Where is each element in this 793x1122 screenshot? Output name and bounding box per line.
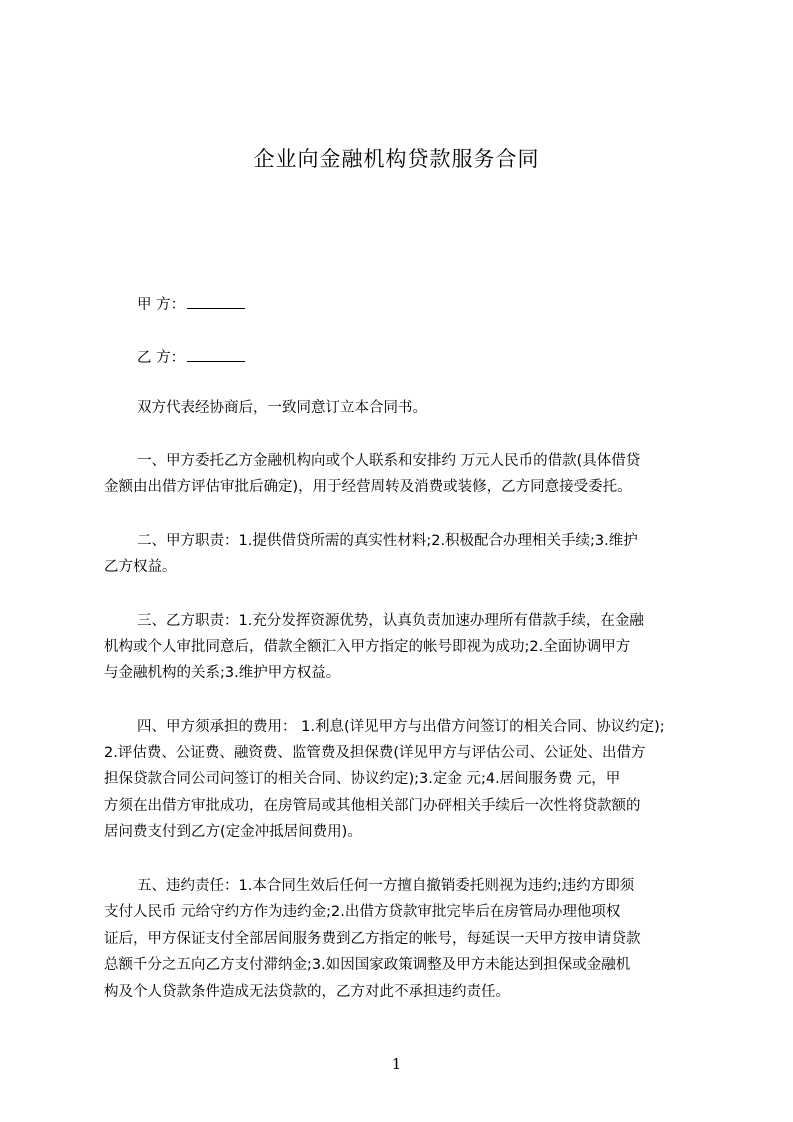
clause4-line: 2.评估费、公证费、融资费、监管费及担保费(详见甲方与评估公司、公证处、出借方: [104, 745, 646, 761]
page-number: 1: [391, 1055, 402, 1073]
clause5-line: 支付人民币 元给守约方作为违约金;2.出借方贷款审批完毕后在房管局办理他项权: [104, 904, 621, 920]
clause5-line: 总额千分之五向乙方支付滞纳金;3.如因国家政策调整及甲方未能达到担保或金融机: [104, 957, 631, 973]
clause4-line: 四、甲方须承担的费用： 1.利息(详见甲方与出借方问签订的相关合同、协议约定);: [137, 719, 665, 735]
clause2-line: 二、甲方职责：1.提供借贷所需的真实性材料;2.积极配合办理相关手续;3.维护: [137, 533, 638, 549]
document-title: 企业向金融机构贷款服务合同: [253, 147, 540, 171]
party-b-label: 乙 方：: [137, 350, 186, 366]
party-a-label: 甲 方：: [137, 297, 186, 313]
clause4-line: 方须在出借方审批成功，在房管局或其他相关部门办砰相关手续后一次性将贷款额的: [104, 798, 641, 814]
clause2-line: 乙方权益。: [104, 559, 177, 575]
clause3-line: 机构或个人审批同意后，借款全额汇入甲方指定的帐号即视为成功;2.全面协调甲方: [104, 639, 631, 655]
clause4-line: 居问费支付到乙方(定金冲抵居间费用)。: [104, 824, 362, 840]
party-b-blank: [187, 347, 245, 362]
party-a-row: [137, 293, 245, 314]
clause3-line: 三、乙方职责：1.充分发挥资源优势，认真负责加速办理所有借款手续，在金融: [137, 613, 644, 629]
clause3-line: 与金融机构的关系;3.维护甲方权益。: [104, 665, 341, 681]
intro-paragraph: 双方代表经协商后，一致同意订立本合同书。: [137, 400, 427, 416]
party-a-blank: [187, 294, 245, 309]
clause5-line: 五、违约责任：1.本合同生效后任何一方擅自撤销委托则视为违约;违约方即须: [137, 878, 635, 894]
party-b-row: [137, 346, 245, 367]
clause5-line: 证后，甲方保证支付全部居间服务费到乙方指定的帐号，每延误一天甲方按申请贷款: [104, 931, 641, 947]
clause1-line: 金额由出借方评估审批后确定)，用于经营周转及消费或装修，乙方同意接受委托。: [104, 479, 632, 495]
clause5-line: 构及个人贷款条件造成无法贷款的，乙方对此不承担违约责任。: [104, 984, 510, 1000]
clause1-line: 一、甲方委托乙方金融机构向或个人联系和安排约 万元人民币的借款(具体借贷: [137, 453, 641, 469]
clause4-line: 担保贷款合同公司问签订的相关合同、协议约定);3.定金 元;4.居间服务费 元，甲: [104, 771, 621, 787]
